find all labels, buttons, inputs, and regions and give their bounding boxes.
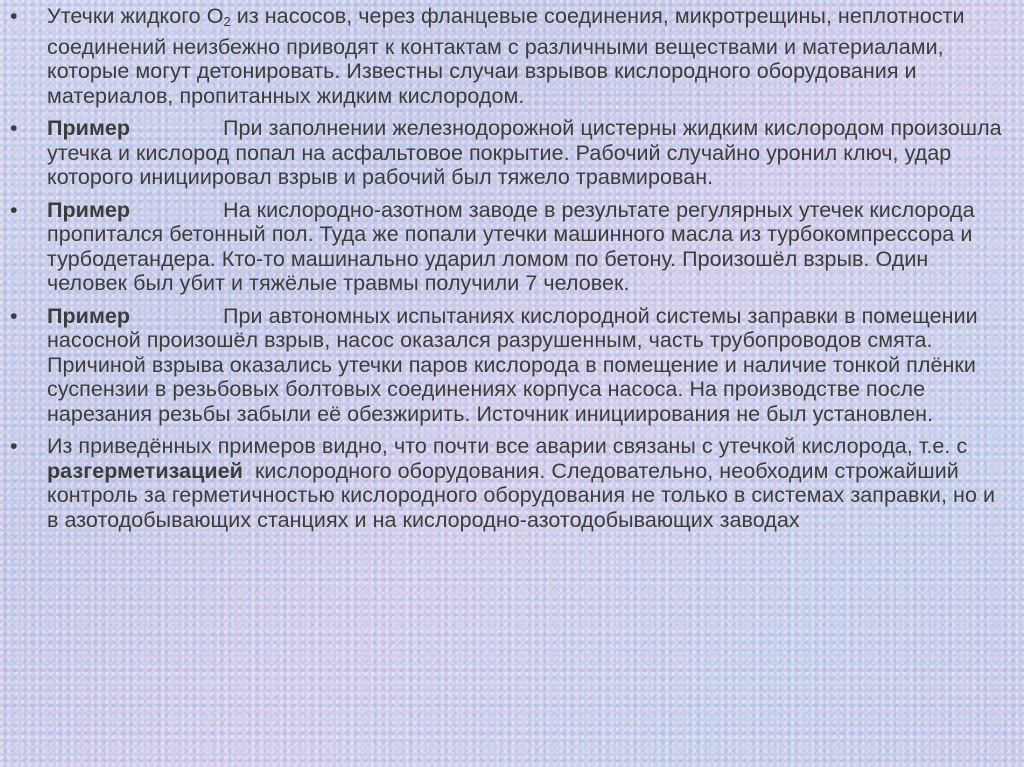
emphasized-word: разгерметизацией	[47, 458, 243, 483]
bullet-item-conclusion	[10, 434, 1010, 532]
bullet-icon: •	[10, 303, 18, 328]
bullet-text-part: из насосов, через фланцевые соединения, микротрещины, неплотности соединений неизбежно приводят к контактам с различными веществами и материалами, которые могут детонировать. Известны случаи взрывов кислородного оборудования и материалов, пропитанных жидким кислородом.	[47, 4, 965, 108]
bullet-text-part: кислородного оборудования. Следовательно, необходим строжайший контроль за герметичностью кислородного оборудования не только в системах заправки, но и в азотодобывающих станциях и на кислородно-азотодобывающих заводах	[47, 458, 1002, 532]
example-label: Пример	[47, 303, 131, 328]
slide-bullet-list	[10, 4, 1010, 540]
subscript-text: 2	[223, 14, 231, 29]
example-text: При заполнении железнодорожной цистерны жидким кислородом произошла утечка и кислород попал на асфальтовое покрытие. Рабочий случайно уронил ключ, удар которого инициировал взрыв и рабочий был тяжело травмирован.	[47, 116, 1002, 189]
example-text: На кислородно-азотном заводе в результате регулярных утечек кислорода пропитался бетонный пол. Туда же попали утечки машинного масла из турбокомпрессора и турбодетандера. Кто-то машинально ударил ломом по бетону. Произошёл взрыв. Один человек был убит и тяжёлые травмы получили 7 человек.	[47, 197, 975, 295]
bullet-item-example-2	[10, 198, 1010, 296]
bullet-item-oxygen-leaks	[10, 4, 1010, 108]
bullet-text-part: Из приведённых примеров видно, что почти все аварии связаны с утечкой кислорода, т.е. с	[47, 434, 968, 458]
bullet-icon: •	[10, 197, 18, 222]
bullet-item-example-3	[10, 304, 1010, 427]
bullet-icon: •	[10, 4, 18, 28]
example-label: Пример	[47, 197, 131, 222]
bullet-text-part: Утечки жидкого О	[47, 4, 224, 28]
bullet-icon: •	[10, 116, 18, 140]
bullet-icon: •	[10, 434, 18, 458]
example-label: Пример	[47, 116, 131, 140]
bullet-item-example-1	[10, 116, 1010, 190]
example-text: При автономных испытаниях кислородной системы заправки в помещении насосной произошёл взрыв, насос оказался разрушенным, часть трубопроводов смята. Причиной взрыва оказались утечки паров кислорода в помещение и наличие тонкой плёнки суспензии в резьбовых болтовых соединениях корпуса насоса. На производстве после нарезания резьбы забыли её обезжирить. Источник инициирования не был установлен.	[47, 303, 978, 426]
